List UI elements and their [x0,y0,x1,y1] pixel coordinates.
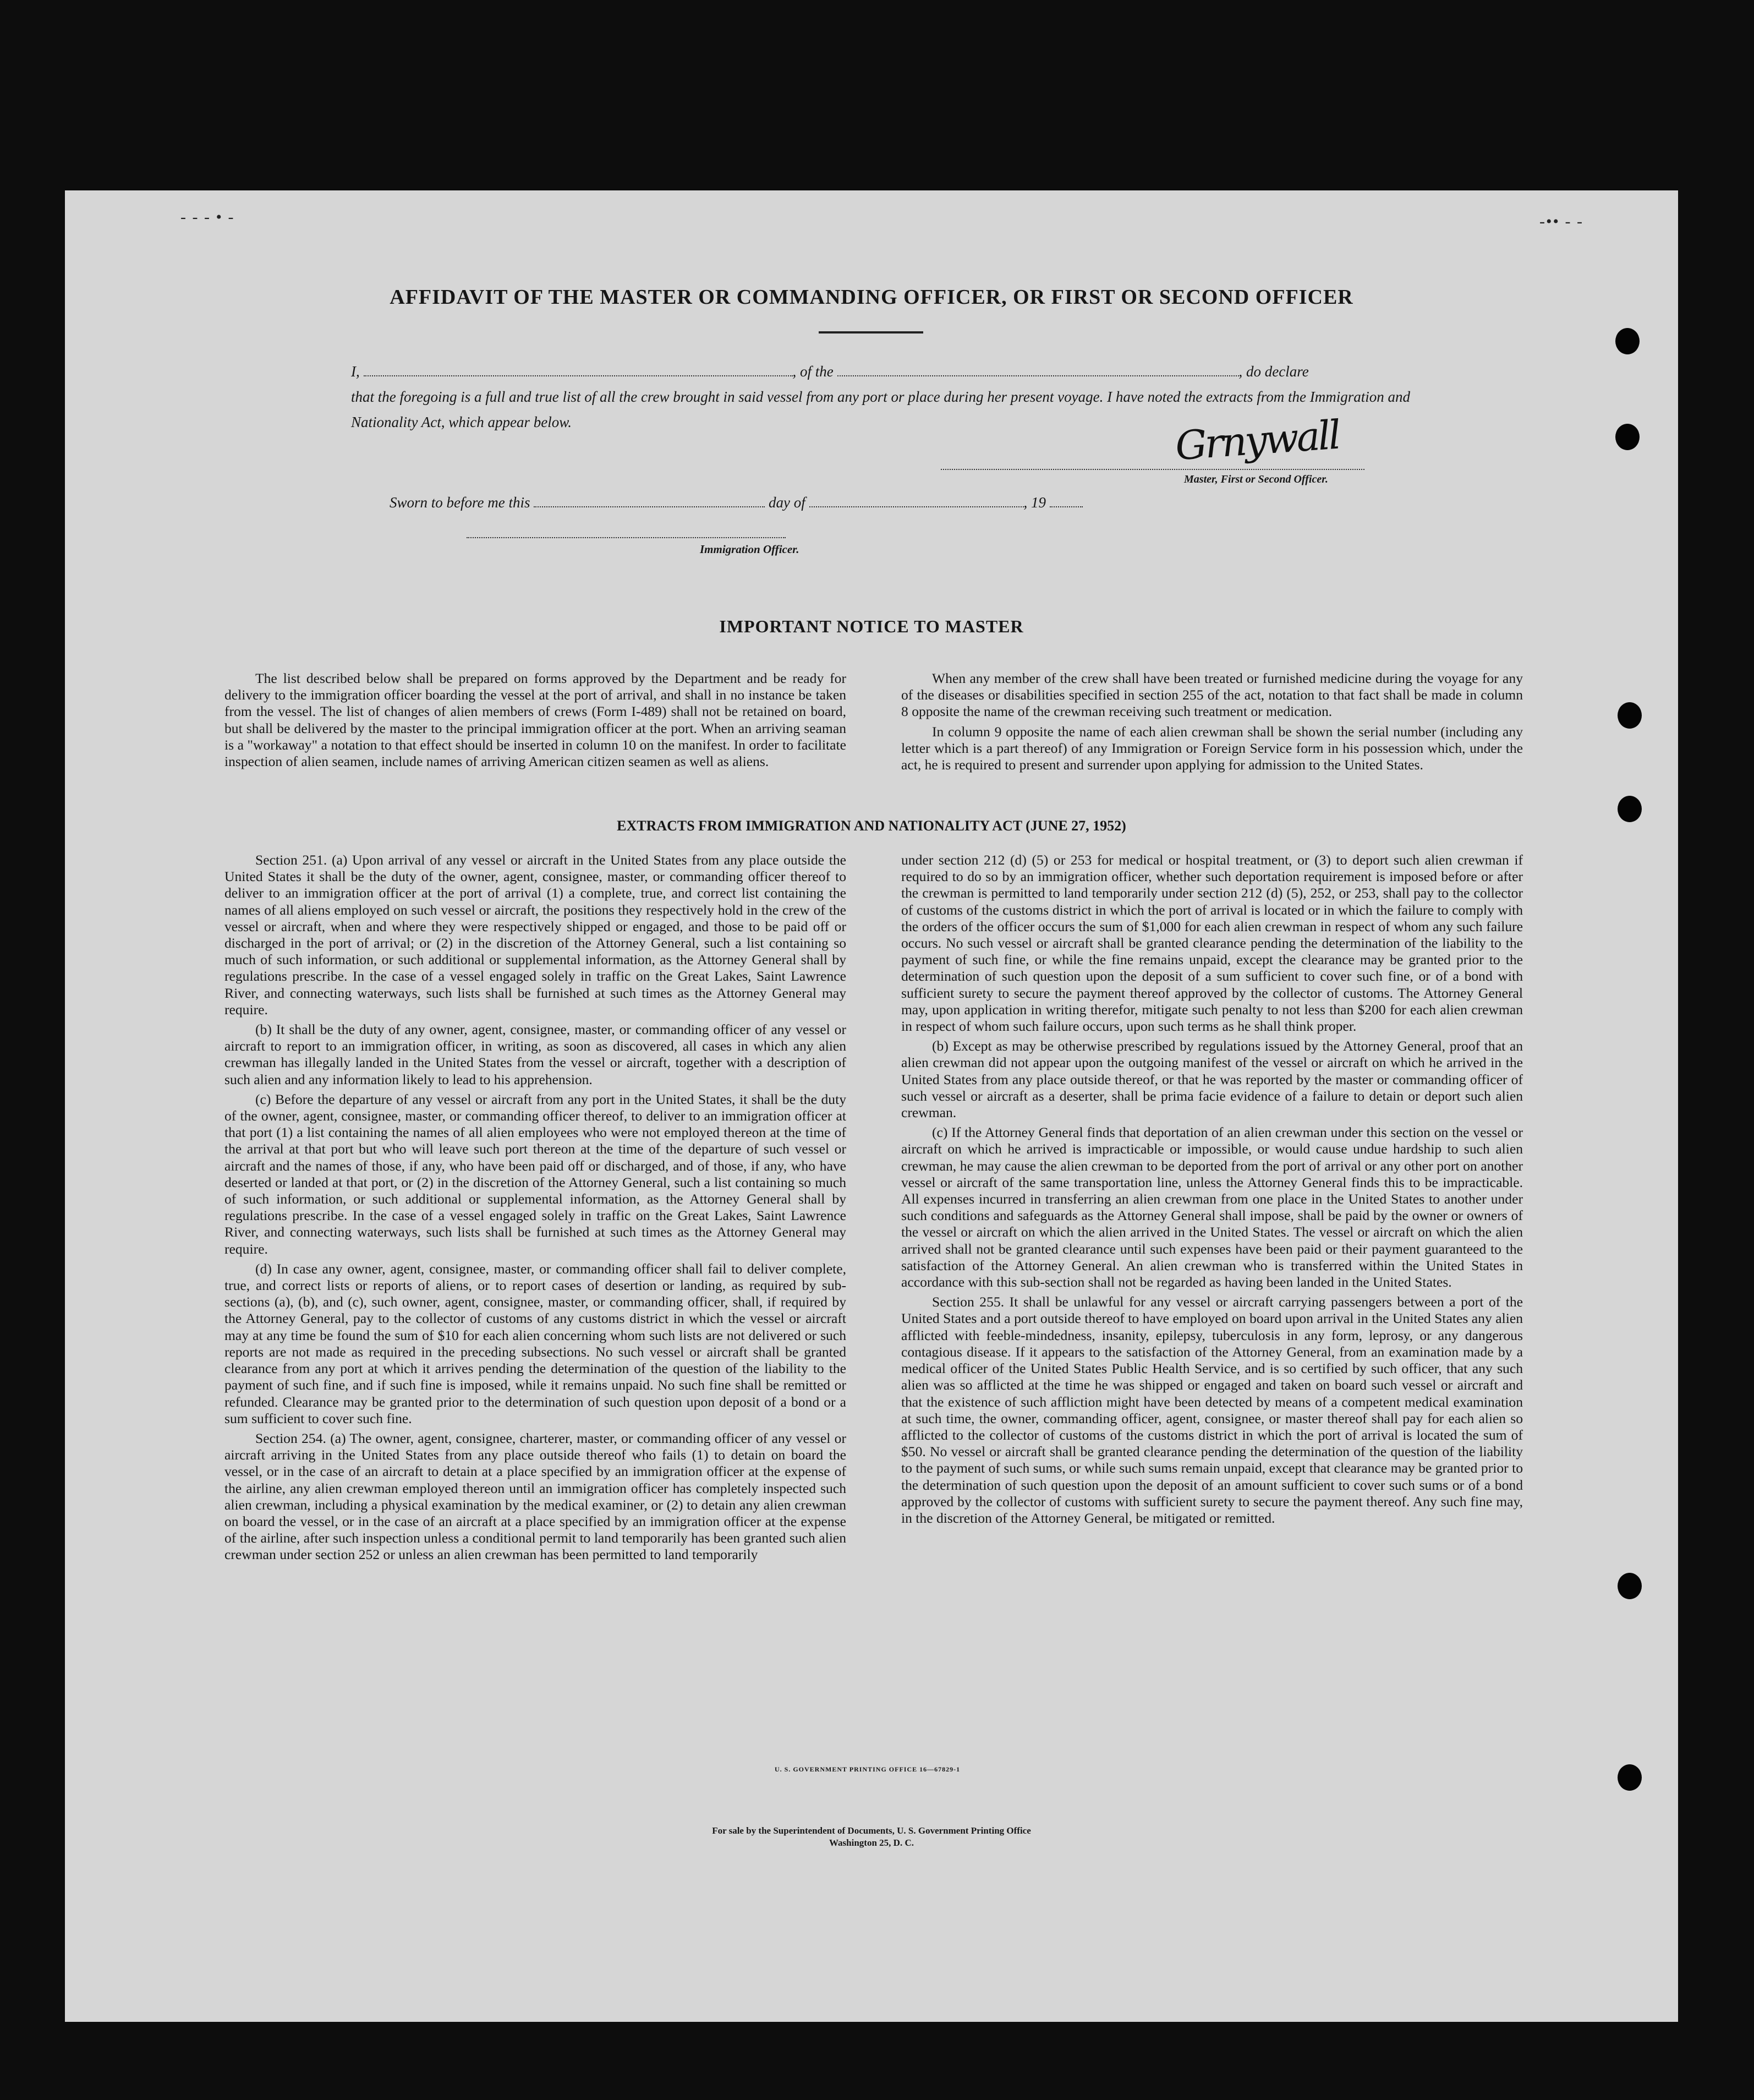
declaration-line [351,359,1451,384]
notice-paragraph: The list described below shall be prepared on forms approved by the Department and be ready for delivery to the immigration officer boarding the vessel at the port of arrival, and shall in no instance be taken from the vessel. The list of changes of alien members of crews (Form I-489) shall not be retained on board, but shall be delivered by the master to the principal immigration officer at the port. When an arriving seaman is a "workaway" a notation to that effect should be inserted in column 10 on the manifest. In order to facilitate inspection of alien seamen, include names of arriving American citizen seamen as well as aliens. [224,670,846,770]
extract-paragraph: Section 254. (a) The owner, agent, consignee, charterer, master, or commanding officer of any vessel or aircraft arriving in the United States from any place outside thereof who fails (1) to detain on board the vessel, or in the case of an aircraft to detain at a place specified by an immigration officer at the expense of the airline, any alien crewman employed thereon until an immigration officer has completely inspected such alien crewman, including a physical examination by the medical examiner, or (2) to detain any alien crewman on board the vessel, or in the case of an aircraft at a place specified by an immigration officer at the expense of the airline, after such inspection unless a conditional permit to land temporarily has been granted such alien crewman under section 252 or unless an alien crewman has been permitted to land temporarily [224,1430,846,1563]
scan-mark-right: ‑•• ‑ ‑ [1539,212,1583,231]
extract-paragraph: (c) If the Attorney General finds that deportation of an alien crewman under this section on the vessel or aircraft on which he arrived is impracticable or impossible, or would cause undue hardship to such alien crewman, he may cause the alien crewman to be deported from the port of arrival or any other port on another vessel or aircraft of the same transportation line, unless the Attorney General finds this to be impracticable. All expenses incurred in transferring an alien crewman from one place in the United States to another under such conditions and safeguards as the Attorney General shall impose, shall be paid by the owner or owners of the vessel or aircraft on which the alien arrived in the United States. The vessel or aircraft on which the alien arrived shall not be granted clearance until such expenses have been paid or their payment guaranteed to the satisfaction of the Attorney General. An alien crewman who is transferred within the United States in accordance with this sub-section shall not be regarded as having been landed in the United States. [901,1124,1523,1290]
immigration-officer-caption: Immigration Officer. [700,543,799,556]
signature-caption: Master, First or Second Officer. [1184,473,1328,485]
printing-office-imprint: U. S. GOVERNMENT PRINTING OFFICE 16—67829-1 [775,1765,961,1773]
extract-paragraph: (c) Before the departure of any vessel or aircraft from any port in the United States, it shall be the duty of the owner, agent, consignee, master, or commanding officer thereof, to deliver to an immigration officer at that port (1) a list containing the names of all alien employees who were not employed thereon at the time of the arrival at that port but who will leave such port thereon at the time of the departure of such vessel or aircraft and the names of those, if any, who have been paid off or discharged, and of those, if any, who have deserted or landed at that port, or (2) in the discretion of the Attorney General, such a list containing so much of such information, or such additional or supplemental information, as the Attorney General shall by regulations prescribe. In the case of a vessel engaged solely in traffic on the Great Lakes, Saint Lawrence River, and connecting waterways, such lists shall be furnished at such times as the Attorney General may require. [224,1091,846,1257]
binder-hole [1615,328,1640,354]
sworn-day-blank [534,494,765,507]
day-of-label: day of [769,494,805,511]
notice-right-column [901,670,1523,776]
for-sale-line-2: Washington 25, D. C. [829,1838,914,1848]
sworn-month-blank [809,494,1024,507]
document-page [65,190,1678,2022]
notice-paragraph: When any member of the crew shall have been treated or furnished medicine during the voyage for any of the diseases or disabilities specified in section 255 of the act, notation to that fact shall be made in column 8 opposite the name of the crewman receiving such treatment or medication. [901,670,1523,720]
extracts-right-column [901,852,1523,1530]
declaration-text: that the foregoing is a full and true list of all the crew brought in said vessel from any port or place during her present voyage. I have noted the extracts from the Immigration and Nationality Act, which appear below. [351,389,1411,430]
notice-title: IMPORTANT NOTICE TO MASTER [719,616,1024,636]
extract-paragraph: (b) It shall be the duty of any owner, agent, consignee, master, or commanding officer of any vessel or aircraft to report to an immigration officer, in writing, as soon as discovered, all cases in which any alien crewman has illegally landed in the United States from the vessel or aircraft, together with a description of such alien and any information likely to lead to his apprehension. [224,1021,846,1087]
scan-mark-left: ‑ ‑ ‑ • ‑ [180,208,235,226]
title-divider [819,331,923,333]
extract-paragraph: under section 212 (d) (5) or 253 for medical or hospital treatment, or (3) to deport such alien crewman if required to do so by an immigration officer, whether such deportation requirement is imposed before or after the crewman is permitted to land temporarily under section 212 (d) (5), 252, or 253, shall pay to the collector of customs of the customs district in which the port of arrival is located or in which the failure to comply with the orders of the officer occurs the sum of $1,000 for each alien crewman in respect of whom any such failure occurs. No such vessel or aircraft shall be granted clearance pending the determination of the liability to the payment of such fine, or while the fine remains unpaid, except the clearance may be granted prior to the determination of such question upon the deposit of a sum sufficient to cover such fine, or of a bond with sufficient surety to secure the payment thereof approved by the collector of customs. The Attorney General may, upon application in writing therefor, mitigate such penalty to not less than $200 for each alien crewman in respect of whom such failure occurs, upon such terms as he shall think proper. [901,852,1523,1035]
binder-hole [1618,1573,1642,1599]
do-declare-label: , do declare [1238,363,1309,380]
sworn-year-blank [1050,494,1083,507]
binder-hole [1615,424,1640,450]
name-blank [364,363,793,376]
extract-paragraph: (d) In case any owner, agent, consignee, master, or commanding officer shall fail to deliver complete, true, and correct lists or reports of aliens, or to report cases of desertion or landing, as required by sub-sections (a), (b), and (c), such owner, agent, consignee, master, or commanding officer, shall, if required by the Attorney General, pay to the collector of customs of any customs district in which the vessel or aircraft may at any time be found the sum of $10 for each alien concerning whom such lists are not delivered or such reports are not made as required in the preceding subsections. No such vessel or aircraft shall be granted clearance from any port at which it arrives pending the determination of the question of the liability to the payment of such fine, and if such fine is imposed, while it remains unpaid. No such fine shall be remitted or refunded. Clearance may be granted prior to the determination of such question upon deposit of a bond or a sum sufficient to cover such fine. [224,1260,846,1426]
for-sale-line-1: For sale by the Superintendent of Documents, U. S. Government Printing Office [712,1825,1031,1836]
binder-hole [1618,702,1642,729]
of-the-label: , of the [792,363,834,380]
notice-left-column [224,670,846,773]
i-label: I, [351,363,360,380]
extract-paragraph: Section 255. It shall be unlawful for any vessel or aircraft carrying passengers between a port of the United States and a port outside thereof to have employed on board upon arrival in the United States any alien afflicted with feeble-mindedness, insanity, epilepsy, tuberculosis in any form, leprosy, or any dangerous contagious disease. If it appears to the satisfaction of the Attorney General, from an examination made by a medical officer of the United States Public Health Service, and is so certified by such officer, that any such alien was so afflicted at the time he was shipped or engaged and taken on board such vessel or aircraft and that the existence of such affliction might have been detected by means of a competent medical examination at such time, the owner, commanding officer, agent, consignee, or master thereof shall pay for each alien so afflicted to the collector of customs of the customs district in which the port of arrival is located the sum of $50. No vessel or aircraft shall be granted clearance pending the determination of the question of the liability to the payment of such sums, or while such sums remain unpaid, except that clearance may be granted prior to the determination of such question upon the deposit of an amount sufficient to cover such sums or of a bond approved by the collector of customs with sufficient surety to secure the payment thereof. Any such fine may, in the discretion of the Attorney General, be mitigated or remitted. [901,1294,1523,1526]
officer-line [467,537,786,538]
extracts-left-column [224,852,846,1567]
sworn-label: Sworn to before me this [390,494,530,511]
signature-line [941,469,1364,470]
extract-paragraph: Section 251. (a) Upon arrival of any vessel or aircraft in the United States from any place outside the United States it shall be the duty of the owner, agent, consignee, master, or commanding officer thereof to deliver to an immigration officer at the port of arrival (1) a complete, true, and correct list containing the names of all aliens employed on such vessel or aircraft, the positions they respectively hold in the crew of the vessel or aircraft, when and where they were respectively shipped or engaged, and those to be paid off or discharged in the port of arrival; or (2) in the discretion of the Attorney General, such a list containing so much of such information, or such additional or supplemental information, as the Attorney General shall by regulations prescribe. In the case of a vessel engaged solely in traffic on the Great Lakes, Saint Lawrence River, and connecting waterways, such lists shall be furnished at such times as the Attorney General may require. [224,852,846,1018]
year-label: , 19 [1023,494,1046,511]
sworn-line [390,490,1215,515]
vessel-blank [837,363,1239,376]
for-sale-notice [65,1825,1678,1849]
extract-paragraph: (b) Except as may be otherwise prescribed by regulations issued by the Attorney General, proof that an alien crewman did not appear upon the outgoing manifest of the vessel or aircraft on which he arrived in the United States from any place outside thereof, or that he was reported by the master or commanding officer of such vessel or aircraft as a deserter, shall be prima facie evidence of a failure to detain or deport such alien crewman. [901,1038,1523,1121]
master-signature: Grnywall [1174,411,1341,469]
notice-paragraph: In column 9 opposite the name of each alien crewman shall be shown the serial number (including any letter which is a part thereof) of any Immigration or Foreign Service form in his possession which, under the act, he is required to present and surrender upon applying for admission to the United States. [901,723,1523,773]
affidavit-title: AFFIDAVIT OF THE MASTER OR COMMANDING OFFICER, OR FIRST OR SECOND OFFICER [390,286,1353,309]
binder-hole [1618,1764,1642,1791]
extracts-title: EXTRACTS FROM IMMIGRATION AND NATIONALITY ACT (JUNE 27, 1952) [617,818,1126,834]
